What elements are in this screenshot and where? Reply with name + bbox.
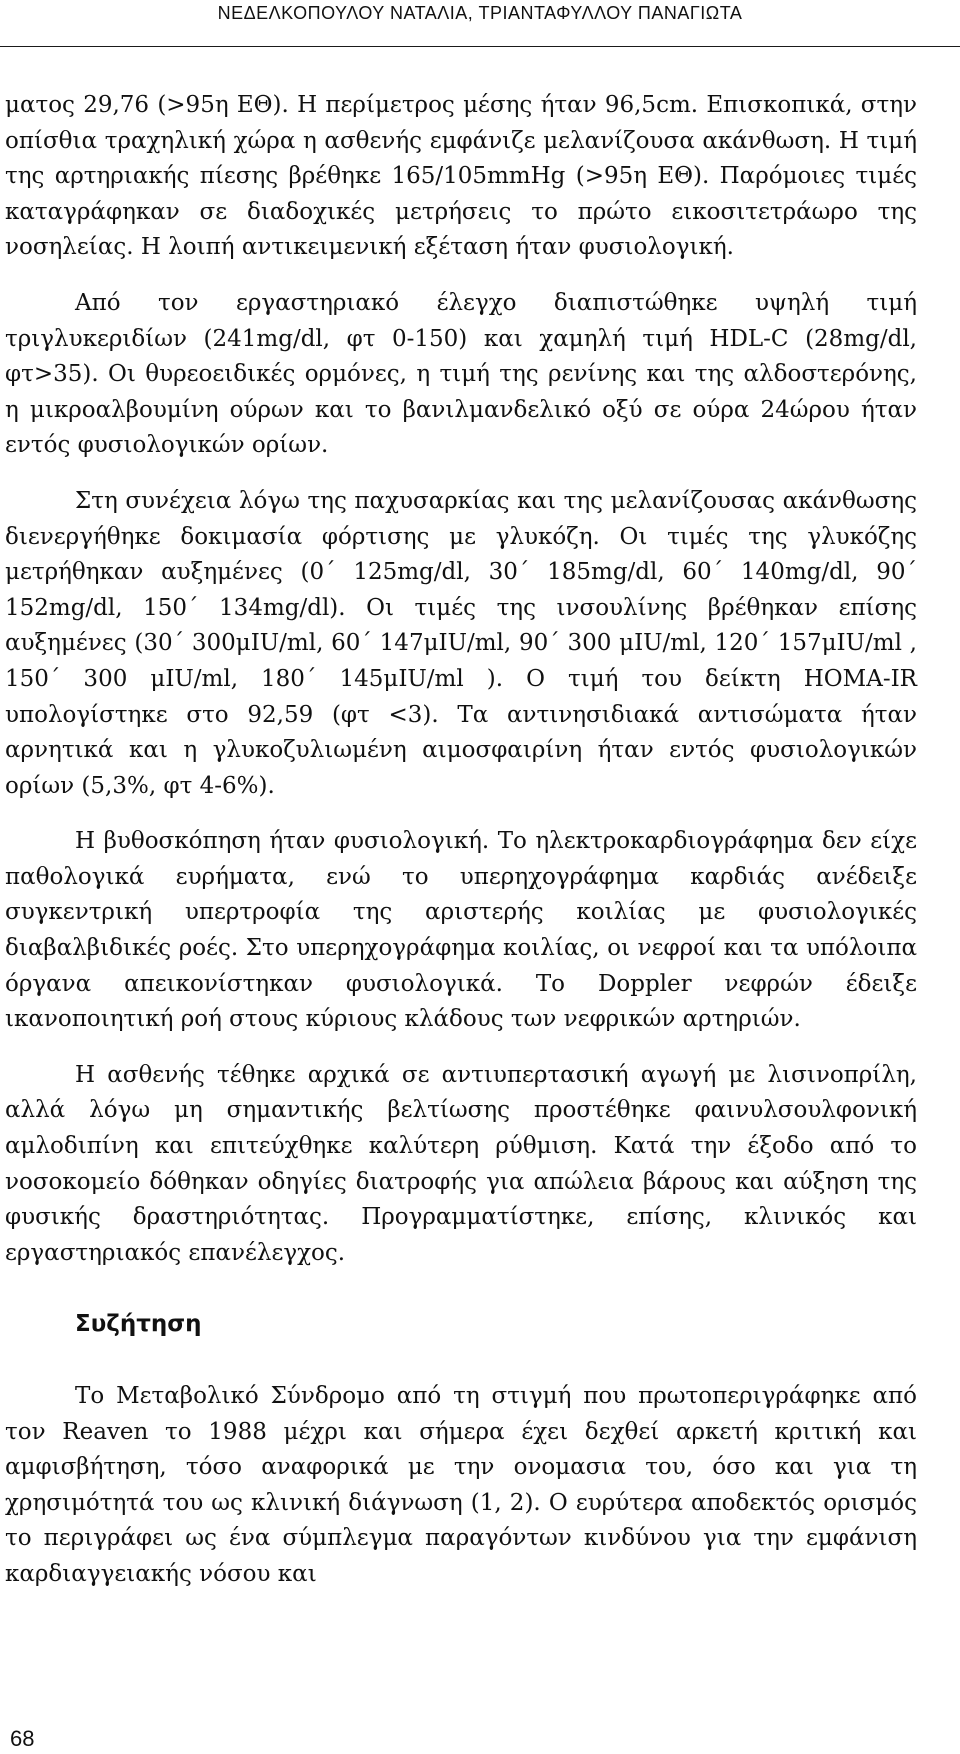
body-text	[5, 88, 917, 1593]
paragraph-treatment: Η ασθενής τέθηκε αρχικά σε αντιυπερτασική αγωγή με λισινοπρίλη, αλλά λόγω μη σημαντικής βελτίωσης προστέθηκε φαινυλσουλφονική αμλοδιπίνη και επιτεύχθηκε καλύτερη ρύθμιση. Κατά την έξοδο από το νοσοκομείο δόθηκαν οδηγίες διατροφής για απώλεια βάρους και αύξηση της φυσικής δραστηριότητας. Προγραμματίστηκε, επίσης, κλινικός και εργαστηριακός επανέλεγχος.	[5, 1061, 917, 1266]
paragraph-discussion: Το Μεταβολικό Σύνδρομο από τη στιγμή που πρωτοπεριγράφηκε από τον Reaven το 1988 μέχρι και σήμερα έχει δεχθεί αρκετή κριτική και αμφισβήτηση, τόσο αναφορικά με την ονομασια του, όσο και για τη χρησιμότητά του ως κλινική διάγνωση (1, 2). Ο ευρύτερα αποδεκτός ορισμός το περιγράφει ως ένα σύμπλεγμα παραγόντων κινδύνου για την εμφάνιση καρδιαγγειακής νόσου και	[5, 1383, 917, 1587]
page-number: 68	[10, 1726, 35, 1751]
running-header	[0, 0, 960, 47]
section-heading-discussion: Συζήτηση	[75, 1311, 202, 1338]
paragraph-glucose-test: Στη συνέχεια λόγω της παχυσαρκίας και της μελανίζουσας ακάνθωσης διενεργήθηκε δοκιμασία φόρτισης με γλυκόζη. Οι τιμές της γλυκόζης μετρήθηκαν αυξημένες (0΄ 125mg/dl, 30΄ 185mg/dl, 60΄ 140mg/dl, 90΄ 152mg/dl, 150΄ 134mg/dl). Οι τιμές της ινσουλίνης βρέθηκαν επίσης αυξημένες (30΄ 300μIU/ml, 60΄ 147μIU/ml, 90΄ 300 μIU/ml, 120΄ 157μIU/ml , 150΄ 300 μIU/ml, 180΄ 145μIU/ml ). Ο τιμή του δείκτη HOMA-IR υπολογίστηκε στο 92,59 (φτ <3). Τα αντινησιδιακά αντισώματα ήταν αρνητικά και η γλυκοζυλιωμένη αιμοσφαιρίνη ήταν εντός φυσιολογικών ορίων (5,3%, φτ 4-6%).	[5, 487, 917, 799]
paragraph-continuation: ματος 29,76 (>95η ΕΘ). Η περίμετρος μέσης ήταν 96,5cm. Επισκοπικά, στην οπίσθια τραχηλική χώρα η ασθενής εμφάνιζε μελανίζουσα ακάνθωση. Η τιμή της αρτηριακής πίεσης βρέθηκε 165/105mmHg (>95η ΕΘ). Παρόμοιες τιμές καταγράφηκαν σε διαδοχικές μετρήσεις το πρώτο εικοσιτετράωρο της νοσηλείας. Η λοιπή αντικειμενική εξέταση ήταν φυσιολογική.	[5, 92, 917, 261]
paragraph-lab-tests: Από τον εργαστηριακό έλεγχο διαπιστώθηκε υψηλή τιμή τριγλυκεριδίων (241mg/dl, φτ 0-150) και χαμηλή τιμή HDL-C (28mg/dl, φτ>35). Οι θυρεοειδικές ορμόνες, η τιμή της ρενίνης και της αλδοστερόνης, η μικροαλβουμίνη ούρων και το βανιλμανδελικό οξύ σε ούρα 24ώρου ήταν εντός φυσιολογικών ορίων.	[5, 289, 917, 459]
paragraph-imaging: Η βυθοσκόπηση ήταν φυσιολογική. Το ηλεκτροκαρδιογράφημα δεν είχε παθολογικά ευρήματα, ενώ το υπερηχογράφημα καρδιάς ανέδειξε συγκεντρική υπερτροφία της αριστερής κοιλίας με φυσιολογικές διαβαλβιδικές ροές. Στο υπερηχογράφημα κοιλίας, οι νεφροί και τα υπόλοιπα όργανα απεικονίστηκαν φυσιολογικά. Το Doppler νεφρών έδειξε ικανοποιητική ροή στους κύριους κλάδους των νεφρικών αρτηριών.	[5, 828, 917, 1033]
running-title: ΝΕΔΕΛΚΟΠΟΥΛΟΥ ΝΑΤΑΛΙΑ, ΤΡΙΑΝΤΑΦΥΛΛΟΥ ΠΑΝΑΓΙΩΤΑ	[217, 3, 743, 23]
